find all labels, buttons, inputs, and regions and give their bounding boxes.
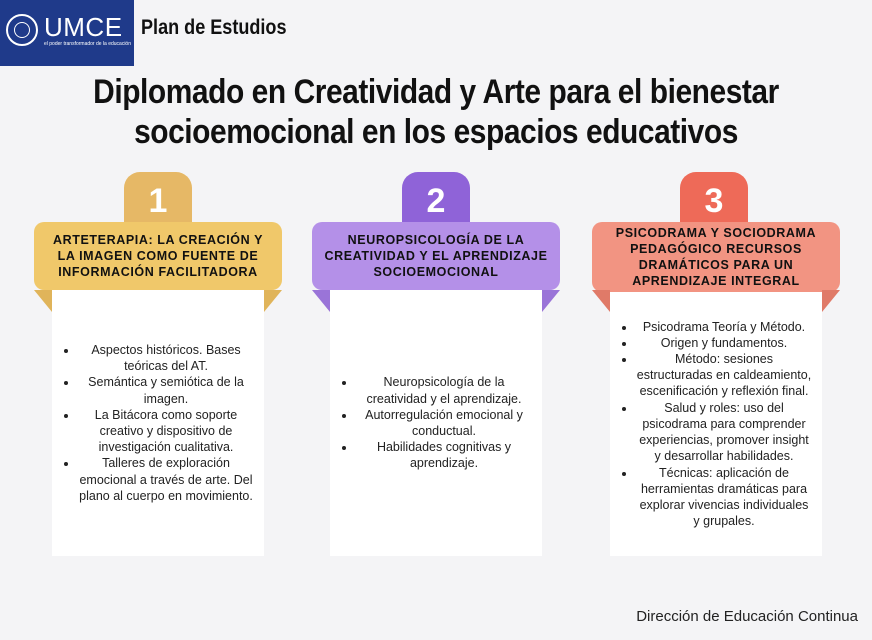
section-title: Plan de Estudios: [141, 16, 287, 39]
logo-name: UMCE: [44, 12, 123, 42]
list-item: • Salud y roles: uso del psicodrama para comprender experiencias, promover insight y desarrollar habilidades.: [636, 400, 812, 465]
module-number-3: 3: [680, 172, 748, 230]
list-item: • Neuropsicología de la creatividad y el aprendizaje.: [356, 374, 532, 406]
logo-tagline: el poder transformador de la educación: [44, 41, 131, 47]
page-title: Diplomado en Creatividad y Arte para el bienestar socioemocional en los espacios educativos: [93, 73, 779, 151]
seal-icon: [6, 14, 38, 46]
banner-fold-left: [592, 290, 610, 312]
banner-fold-left: [34, 290, 52, 312]
module-card-3: [610, 292, 822, 556]
list-item: • Origen y fundamentos.: [636, 335, 812, 351]
module-number-1: 1: [124, 172, 192, 230]
list-item: • Aspectos históricos. Bases teóricas del AT.: [78, 342, 254, 374]
list-item: • Semántica y semiótica de la imagen.: [78, 374, 254, 406]
module-card-1: [52, 290, 264, 556]
banner-fold-right: [542, 290, 560, 312]
module-card-2: [330, 290, 542, 556]
module-number-2: 2: [402, 172, 470, 230]
list-item: • Habilidades cognitivas y aprendizaje.: [356, 439, 532, 471]
banner-fold-right: [264, 290, 282, 312]
module-title-1: ARTETERAPIA: LA CREACIÓN Y LA IMAGEN COMO FUENTE DE INFORMACIÓN FACILITADORA: [34, 222, 282, 290]
module-title-3: PSICODRAMA Y SOCIODRAMA PEDAGÓGICO RECURSOS DRAMÁTICOS PARA UN APRENDIZAJE INTEGRAL: [592, 222, 840, 292]
umce-logo: [0, 0, 134, 66]
footer-text: Dirección de Educación Continua: [636, 608, 858, 625]
list-item: • Psicodrama Teoría y Método.: [636, 319, 812, 335]
list-item: • Método: sesiones estructuradas en caldeamiento, escenificación y reflexión final.: [636, 351, 812, 400]
banner-fold-right: [822, 290, 840, 312]
module-title-2: NEUROPSICOLOGÍA DE LA CREATIVIDAD Y EL APRENDIZAJE SOCIOEMOCIONAL: [312, 222, 560, 290]
list-item: • Talleres de exploración emocional a través de arte. Del plano al cuerpo en movimiento.: [78, 455, 254, 504]
module-list-1: [52, 342, 264, 504]
list-item: • Técnicas: aplicación de herramientas dramáticas para explorar vivencias individuales y grupales.: [636, 465, 812, 530]
module-list-3: [610, 319, 822, 530]
module-list-2: [330, 374, 542, 471]
list-item: • La Bitácora como soporte creativo y dispositivo de investigación cualitativa.: [78, 407, 254, 456]
list-item: • Autorregulación emocional y conductual.: [356, 407, 532, 439]
banner-fold-left: [312, 290, 330, 312]
